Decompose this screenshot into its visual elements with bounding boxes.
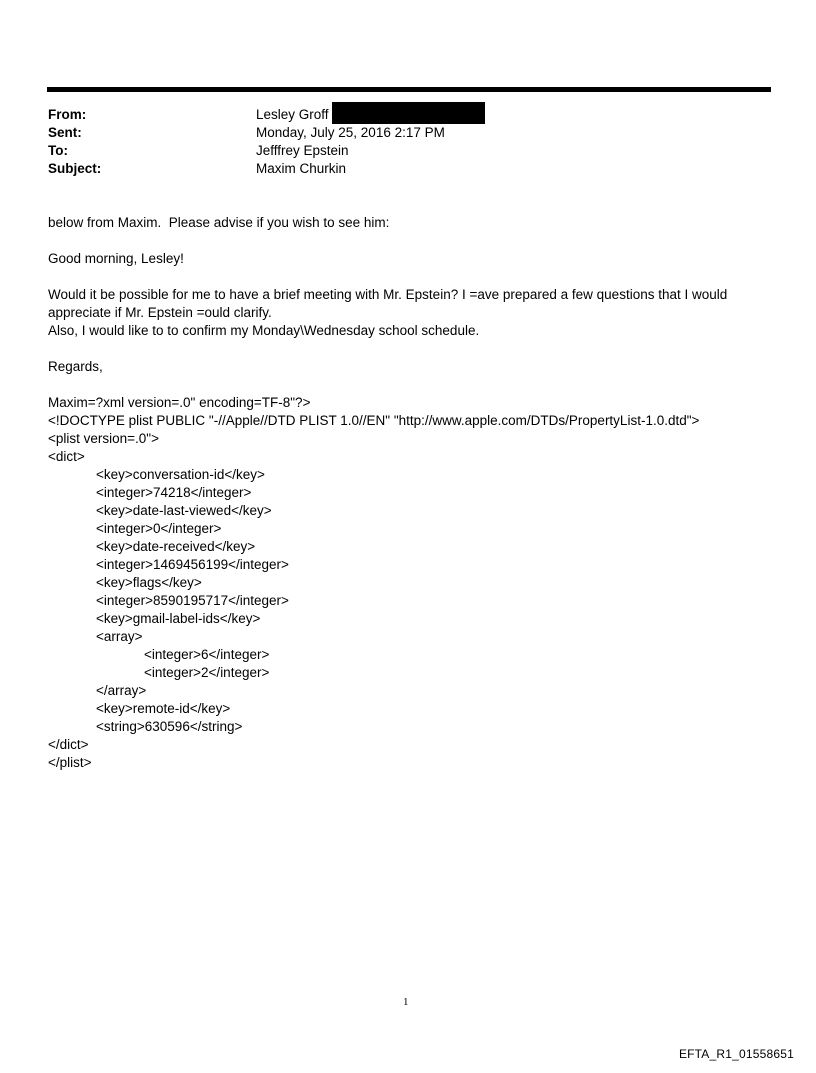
plist-entry: <array> bbox=[96, 629, 143, 644]
plist-entry: <key>gmail-label-ids</key> bbox=[96, 611, 261, 626]
dict-open-line: <dict> bbox=[48, 449, 85, 464]
remote-key-line: <key>remote-id</key> bbox=[96, 701, 231, 716]
header-divider bbox=[47, 87, 771, 92]
sent-value: Monday, July 25, 2016 2:17 PM bbox=[256, 125, 445, 140]
page-number: 1 bbox=[403, 996, 409, 1008]
array-item: <integer>6</integer> bbox=[144, 647, 270, 662]
from-value-wrap bbox=[256, 106, 485, 124]
document-id: EFTA_R1_01558651 bbox=[678, 1047, 794, 1061]
plist-close-line: </plist> bbox=[48, 755, 92, 770]
request-line: Also, I would like to to confirm my Monday\Wednesday school schedule. bbox=[48, 323, 480, 338]
to-label: To: bbox=[48, 143, 68, 158]
plist-open-line: <plist version=.0"> bbox=[48, 431, 159, 446]
to-value: Jefffrey Epstein bbox=[256, 143, 349, 158]
dict-close-line: </dict> bbox=[48, 737, 89, 752]
sent-label: Sent: bbox=[48, 125, 82, 140]
signature-xml-line: Maxim=?xml version=.0" encoding=TF-8"?> bbox=[48, 395, 311, 410]
intro-line: below from Maxim. Please advise if you wish to see him: bbox=[48, 215, 390, 230]
request-line: appreciate if Mr. Epstein =ould clarify. bbox=[48, 305, 272, 320]
array-item: <integer>2</integer> bbox=[144, 665, 270, 680]
plist-entry: <key>date-last-viewed</key> bbox=[96, 503, 272, 518]
remote-value-line: <string>630596</string> bbox=[96, 719, 243, 734]
email-body bbox=[48, 214, 768, 772]
plist-entry: <key>flags</key> bbox=[96, 575, 202, 590]
email-header bbox=[48, 106, 748, 178]
sent-row bbox=[48, 124, 748, 142]
subject-label: Subject: bbox=[48, 161, 102, 176]
plist-entry: <key>date-received</key> bbox=[96, 539, 256, 554]
plist-entry: <integer>74218</integer> bbox=[96, 485, 252, 500]
subject-value: Maxim Churkin bbox=[256, 161, 347, 176]
closing-line: Regards, bbox=[48, 359, 103, 374]
doctype-line: <!DOCTYPE plist PUBLIC "-//Apple//DTD PLIST 1.0//EN" "http://www.apple.com/DTDs/PropertyList-1.0.dtd"> bbox=[48, 413, 700, 428]
greeting-line: Good morning, Lesley! bbox=[48, 251, 184, 266]
plist-entry: <integer>8590195717</integer> bbox=[96, 593, 289, 608]
from-row bbox=[48, 106, 748, 124]
redaction-block bbox=[332, 102, 485, 124]
subject-row bbox=[48, 160, 748, 178]
plist-entry: <integer>0</integer> bbox=[96, 521, 222, 536]
request-line: Would it be possible for me to have a brief meeting with Mr. Epstein? I =ave prepared a few questions that I would bbox=[48, 287, 728, 302]
plist-entry: <integer>1469456199</integer> bbox=[96, 557, 289, 572]
plist-entry: <key>conversation-id</key> bbox=[96, 467, 265, 482]
from-label: From: bbox=[48, 107, 87, 122]
to-row bbox=[48, 142, 748, 160]
array-close-line: </array> bbox=[96, 683, 147, 698]
from-value: Lesley Groff bbox=[256, 107, 329, 122]
